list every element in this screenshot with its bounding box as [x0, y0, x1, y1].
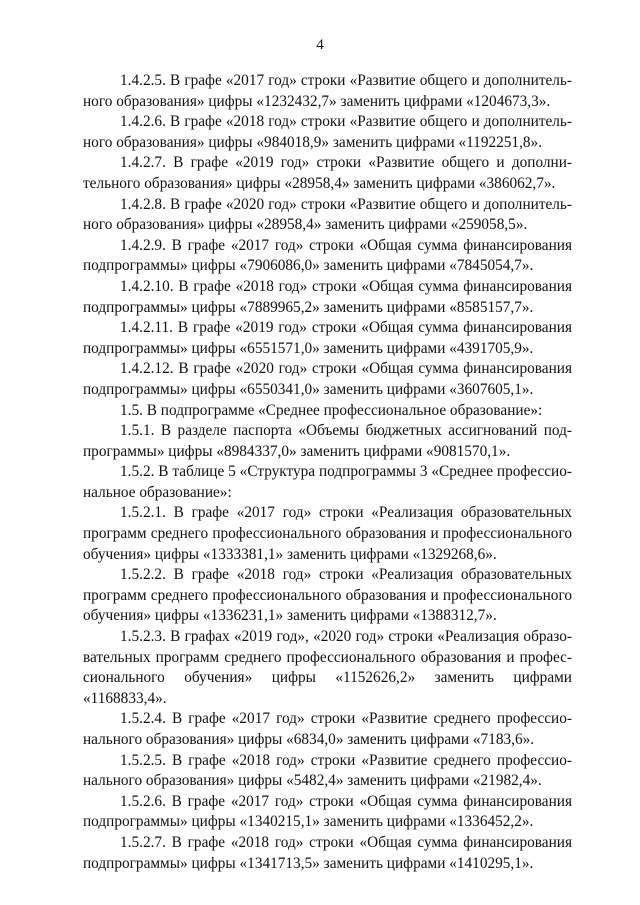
paragraph-1-4-2-5: 1.4.2.5. В графе «2017 год» строки «Развитие общего и дополнитель-ного образования» цифры «1232432,7» заменить цифрами «1204673,3». — [83, 72, 572, 110]
paragraph-1-5-2-6: 1.5.2.6. В графе «2017 год» строки «Общая сумма финансирования подпрограммы» цифры «1340215,1» заменить цифрами «1336452,2». — [83, 792, 572, 831]
paragraph-1-5-2-1: 1.5.2.1. В графе «2017 год» строки «Реализация образовательных программ среднего профессионального образования и профессионального обучения» цифры «1333381,1» заменить цифрами «1329268,6». — [83, 504, 572, 563]
paragraph-1-5-2: 1.5.2. В таблице 5 «Структура подпрограммы 3 «Среднее профессио-нальное образование»: — [83, 463, 572, 501]
paragraph-1-5-1: 1.5.1. В разделе паспорта «Объемы бюджетных ассигнований под-программы» цифры «8984337,0» заменить цифрами «9081570,1». — [83, 422, 572, 460]
page-number: 4 — [316, 37, 324, 53]
paragraph-1-4-2-8: 1.4.2.8. В графе «2020 год» строки «Развитие общего и дополнитель-ного образования» цифры «28958,4» заменить цифрами «259058,5». — [83, 195, 572, 234]
paragraph-1-4-2-10: 1.4.2.10. В графе «2018 год» строки «Общая сумма финансирования подпрограммы» цифры «7889965,2» заменить цифрами «8585157,7». — [83, 277, 572, 316]
paragraph-1-4-2-9: 1.4.2.9. В графе «2017 год» строки «Общая сумма финансирования подпрограммы» цифры «7906086,0» заменить цифрами «7845054,7». — [83, 236, 572, 275]
paragraph-1-5-2-4: 1.5.2.4. В графе «2017 год» строки «Развитие среднего профессио-нального образования» цифры «6834,0» заменить цифрами «7183,6». — [83, 710, 572, 748]
paragraph-1-4-2-12: 1.4.2.12. В графе «2020 год» строки «Общая сумма финансирования подпрограммы» цифры «6550341,0» заменить цифрами «3607605,1». — [83, 360, 572, 398]
paragraph-1-5: 1.5. В подпрограмме «Среднее профессиональное образование»: — [120, 401, 543, 419]
document-body — [83, 71, 572, 874]
paragraph-1-5-2-5: 1.5.2.5. В графе «2018 год» строки «Развитие среднего профессио-нального образования» цифры «5482,4» заменить цифрами «21982,4». — [83, 751, 572, 790]
paragraph-1-5-2-7: 1.5.2.7. В графе «2018 год» строки «Общая сумма финансирования подпрограммы» цифры «1341713,5» заменить цифрами «1410295,1». — [83, 833, 572, 872]
paragraph-1-4-2-7: 1.4.2.7. В графе «2019 год» строки «Развитие общего и дополни-тельного образования» цифры «28958,4» заменить цифрами «386062,7». — [83, 154, 572, 192]
paragraph-1-4-2-6: 1.4.2.6. В графе «2018 год» строки «Развитие общего и дополнитель-ного образования» цифры «984018,9» заменить цифрами «1192251,8». — [83, 113, 572, 151]
paragraph-1-4-2-11: 1.4.2.11. В графе «2019 год» строки «Общая сумма финансирования подпрограммы» цифры «6551571,0» заменить цифрами «4391705,9». — [83, 319, 572, 357]
paragraph-1-5-2-2: 1.5.2.2. В графе «2018 год» строки «Реализация образовательных программ среднего профессионального образования и профессионального обучения» цифры «1336231,1» заменить цифрами «1388312,7». — [83, 566, 572, 625]
paragraph-1-5-2-3: 1.5.2.3. В графах «2019 год», «2020 год» строки «Реализация образо-вательных программ среднего профессионального образования и профес-сионального обучения» цифры «1152626,2» заменить цифрами «1168833,4». — [83, 628, 572, 707]
